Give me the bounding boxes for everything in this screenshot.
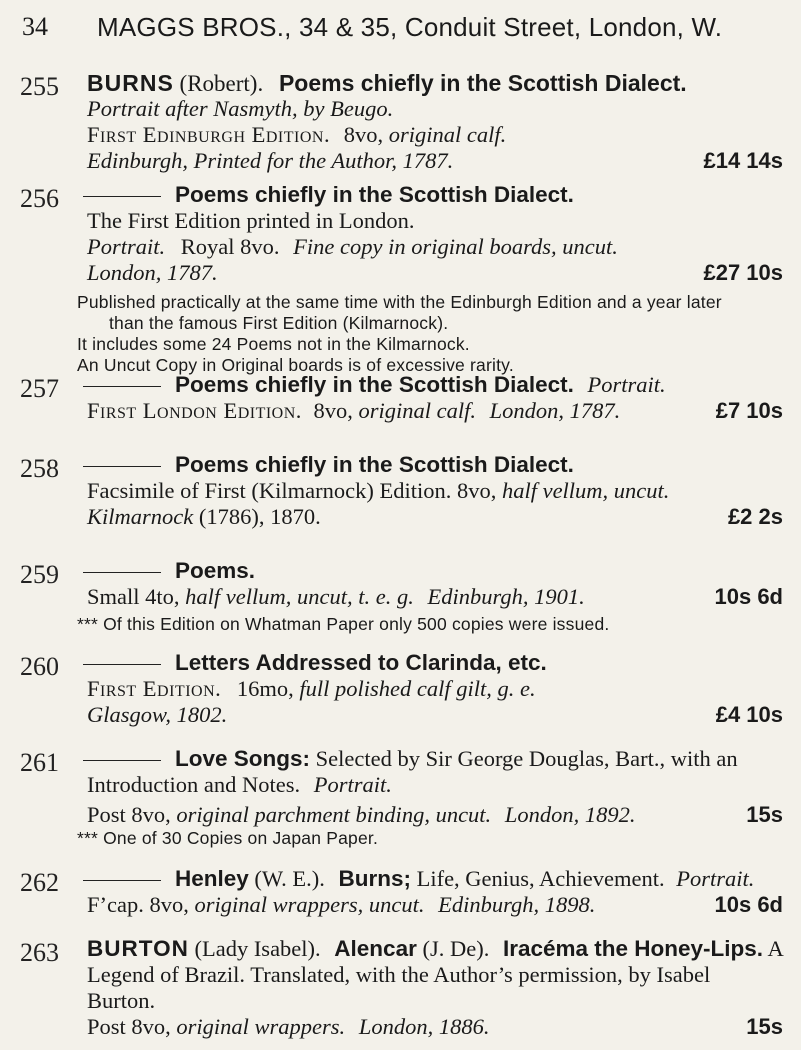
- ditto-rule: [83, 466, 161, 467]
- price: 10s 6d: [714, 892, 783, 917]
- price: 15s: [746, 1014, 783, 1039]
- lot-number: 259: [20, 560, 59, 589]
- page-number: 34: [22, 12, 48, 41]
- format: F’cap. 8vo,: [87, 892, 189, 917]
- format: 16mo,: [236, 676, 294, 701]
- imprint: London, 1787.: [87, 260, 218, 285]
- entry-line: Introduction and Notes.: [87, 772, 301, 797]
- edition: First Edition.: [87, 676, 222, 701]
- price: £14 14s: [703, 148, 783, 173]
- binding: half vellum, uncut.: [501, 478, 670, 503]
- author: Henley: [175, 866, 249, 891]
- entry-title-rest: A: [767, 936, 784, 961]
- original-author: Alencar: [334, 936, 417, 961]
- entry-line: The First Edition printed in London.: [87, 208, 415, 233]
- entry-line: Legend of Brazil. Translated, with the Author’s permission, by Isabel: [87, 962, 711, 987]
- format: Post 8vo,: [87, 802, 171, 827]
- lot-number: 255: [20, 72, 59, 101]
- binding: half vellum, uncut, t. e. g.: [185, 584, 414, 609]
- ditto-rule: [83, 572, 161, 573]
- note: Published practically at the same time with the Edinburgh Edition and a year later: [77, 292, 722, 312]
- note: It includes some 24 Poems not in the Kilmarnock.: [77, 334, 470, 354]
- price: £2 2s: [727, 504, 783, 529]
- format: 8vo,: [343, 122, 384, 147]
- author: BURNS: [87, 70, 174, 96]
- imprint: Kilmarnock: [87, 504, 194, 529]
- lot-number: 256: [20, 184, 59, 213]
- entry-title: Poems.: [175, 558, 256, 583]
- imprint: London, 1886.: [358, 1014, 490, 1039]
- imprint: London, 1787.: [489, 398, 621, 423]
- binding: original parchment binding, uncut.: [176, 802, 492, 827]
- price: 10s 6d: [714, 584, 783, 609]
- imprint: Edinburgh, Printed for the Author, 1787.: [87, 148, 454, 173]
- entry-title: Poems chiefly in the Scottish Dialect.: [175, 372, 574, 397]
- portrait: Portrait.: [87, 234, 166, 259]
- format: Royal 8vo.: [180, 234, 280, 259]
- author: BURTON: [87, 936, 189, 961]
- entry-title: Letters Addressed to Clarinda, etc.: [175, 650, 547, 675]
- lot-number: 263: [20, 938, 59, 967]
- original-author-rest: (J. De).: [422, 936, 490, 961]
- lot-number: 261: [20, 748, 59, 777]
- running-title: MAGGS BROS., 34 & 35, Conduit Street, London, W.: [97, 12, 723, 42]
- entry-title: Love Songs:: [175, 746, 311, 771]
- binding: original calf.: [388, 122, 507, 147]
- imprint: Edinburgh, 1898.: [438, 892, 596, 917]
- lot-number: 262: [20, 868, 59, 897]
- entry-title: Poems chiefly in the Scottish Dialect.: [175, 452, 574, 477]
- portrait: Portrait.: [313, 772, 392, 797]
- note: An Uncut Copy in Original boards is of excessive rarity.: [77, 355, 514, 375]
- author-rest: (W. E.).: [254, 866, 325, 891]
- note: than the famous First Edition (Kilmarnock).: [109, 313, 449, 333]
- lot-number: 258: [20, 454, 59, 483]
- binding: Fine copy in original boards, uncut.: [293, 234, 618, 259]
- imprint: London, 1892.: [504, 802, 636, 827]
- portrait: Portrait.: [587, 372, 666, 397]
- binding: original calf.: [358, 398, 477, 423]
- imprint: Edinburgh, 1901.: [427, 584, 585, 609]
- format: Small 4to,: [87, 584, 180, 609]
- note: *** Of this Edition on Whatman Paper only 500 copies were issued.: [77, 614, 610, 634]
- format: 8vo,: [313, 398, 353, 423]
- binding: full polished calf gilt, g. e.: [299, 676, 536, 701]
- ditto-rule: [83, 760, 161, 761]
- imprint: Glasgow, 1802.: [87, 702, 228, 727]
- entry-title-rest: Selected by Sir George Douglas, Bart., with an: [315, 746, 738, 771]
- lot-number: 257: [20, 374, 59, 403]
- entry-title: Poems chiefly in the Scottish Dialect.: [175, 182, 574, 207]
- format: Post 8vo,: [87, 1014, 171, 1039]
- lot-number: 260: [20, 652, 59, 681]
- entry-title: Iracéma the Honey-Lips.: [502, 936, 764, 961]
- binding: original wrappers.: [176, 1014, 346, 1039]
- edition: First Edinburgh Edition.: [87, 122, 331, 147]
- ditto-rule: [83, 880, 161, 881]
- portrait: Portrait.: [676, 866, 755, 891]
- author-rest: (Robert).: [173, 71, 264, 96]
- price: 15s: [746, 802, 783, 827]
- ditto-rule: [83, 196, 161, 197]
- entry-title: Burns;: [338, 866, 411, 891]
- ditto-rule: [83, 386, 161, 387]
- price: £4 10s: [715, 702, 783, 727]
- price: £27 10s: [703, 260, 783, 285]
- entry-title-rest: Life, Genius, Achievement.: [416, 866, 665, 891]
- date: (1786), 1870.: [198, 504, 321, 529]
- page-header: [22, 12, 791, 52]
- price: £7 10s: [715, 398, 783, 423]
- binding: original wrappers, uncut.: [194, 892, 425, 917]
- ditto-rule: [83, 664, 161, 665]
- author-rest: (Lady Isabel).: [194, 936, 321, 961]
- edition: First London Edition.: [87, 398, 302, 423]
- entry-line: Portrait after Nasmyth, by Beugo.: [87, 96, 394, 121]
- edition: Facsimile of First (Kilmarnock) Edition. 8vo,: [87, 478, 497, 503]
- entry-title: Poems chiefly in the Scottish Dialect.: [278, 70, 687, 96]
- entry-line: Burton.: [87, 988, 156, 1013]
- note: *** One of 30 Copies on Japan Paper.: [77, 828, 379, 848]
